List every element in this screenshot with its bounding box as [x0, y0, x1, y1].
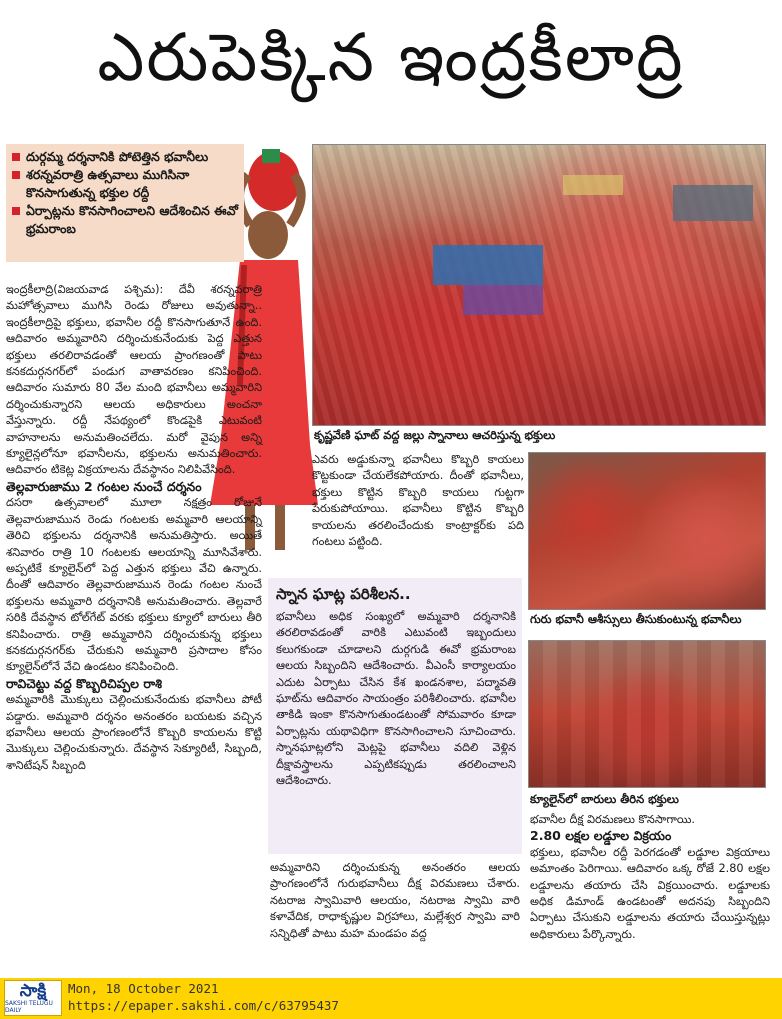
caption-big-photo: కృష్ణవేణి ఘాట్ వద్ద జల్లు స్నానాలు ఆచరిస్తున్న భక్తులు — [312, 428, 772, 446]
headline: ఎరుపెక్కిన ఇంద్రకీలాద్రి — [97, 18, 685, 96]
subheading: తెల్లవారుజాము 2 గంటల నుంచే దర్శనం — [6, 478, 202, 494]
highlight-item: శరన్నవరాత్రి ఉత్సవాలు ముగిసినా కొనసాగుతున్న భక్తుల రద్దీ — [12, 166, 238, 202]
article-paragraph: భక్తులు, భవానీల రద్దీ పెరగడంతో లడ్డూల విక్రయాలు అమాంతం పెరిగాయి. ఆదివారం ఒక్క రోజే 2.80 లక్షల లడ్డూలను తయారు చేసి విక్రయించారు. లడ్డూలకు అధిక డిమాండ్ ఉండటంతో అదనపు సిబ్బందిని ఏర్పాటు చేసుకుని లడ్డూలను తయారు చేయిస్తున్నట్లు అధికారులు పేర్కొన్నారు. — [530, 845, 770, 941]
logo-text: సాక్షి — [19, 981, 47, 1001]
queue-photo — [528, 640, 766, 788]
article-column-3 — [270, 860, 520, 942]
article-paragraph: భవానీల దీక్ష విరమణలు కొనసాగాయి. — [530, 813, 696, 826]
highlights-box — [6, 144, 244, 262]
epaper-url-link[interactable]: https://epaper.sakshi.com/c/63795437 — [68, 998, 339, 1013]
article-paragraph: ఇంద్రకీలాద్రి(విజయవాడ పశ్చిమ): దేవీ శరన్నవరాత్రి మహోత్సవాలు ముగిసి రెండు రోజులు అవుతున్నా.. ఇంద్రకీలాద్రిపై భక్తులు, భవానీల రద్దీ కొనసాగుతూనే ఉంది. ఆదివారం అమ్మవారిని దర్శించుకునేందుకు పెద్ద ఎత్తున భక్తులు తరలిరావడంతో ఆలయ ప్రాంగణంతో పాటు కనకదుర్గనగర్‌లో పండుగ వాతావరణం కనిపించింది. ఆదివారం సుమారు 80 వేల మంది భవానీలు అమ్మవారిని దర్శించుకున్నారని ఆలయ అధికారులు అంచనా వేస్తున్నారు. రద్దీ నేపథ్యంలో కొండపైకి ఎటువంటి వాహనాలను అనుమతించలేదు. మరో వైపున అన్ని క్యూలైన్లలోనూ భవానీలను, భక్తులను అనుమతించారు. ఆదివారం టికెట్ల విక్రయాలను దేవస్థానం నిలిపివేసింది. — [6, 283, 262, 477]
edition-date: Mon, 18 October 2021 — [68, 981, 219, 996]
highlight-item: ఏర్పాట్లను కొనసాగించాలని ఆదేశించిన ఈవో భ్రమరాంబ — [12, 202, 238, 238]
article-paragraph: దసరా ఉత్సవాలలో మూలా నక్షత్రం రోజునే తెల్లవారుజామున రెండు గంటలకు అమ్మవారి ఆలయాన్ని తెరిచి భక్తులను దర్శనానికి అనుమతిస్తారు. అయితే శనివారం రాత్రి 10 గంటలకు ఆలయాన్ని మూసివేశారు. అప్పటికే క్యూలైన్‌లో పెద్ద ఎత్తున భక్తులు వేచి ఉన్నారు. దీంతో ఆదివారం తెల్లవారుజామున రెండు గంటల నుంచే భక్తులను అమ్మవారి దర్శనానికి అనుమతించారు. తెల్లవారే సరికి దేవస్థాన టోల్‌గేట్ వరకు భక్తులు క్యూలో బారులు తీరి కనిపించారు. రాత్రి అమ్మవారిని దర్శించుకున్న భక్తులు కనకదుర్గనగర్‌కు చేరుకుని అమ్మవారి ప్రసాదాల కోసం క్యూలైన్‌లోనే వేచి ఉండటం కనిపించింది. — [6, 496, 262, 674]
caption-queue: క్యూలైన్‌లో బారులు తీరిన భక్తులు — [530, 792, 679, 806]
article-column-4 — [530, 812, 770, 943]
boxed-section — [268, 578, 522, 854]
article-column-2 — [312, 452, 524, 550]
sakshi-logo[interactable] — [4, 980, 62, 1016]
crowd-photo — [312, 144, 766, 426]
article-paragraph: ఎవరు అడ్డుకున్నా భవానీలు కొబ్బరి కాయలు కొట్టకుండా చేయలేకపోయారు. దీంతో భవానీలు, భక్తులు కొట్టిన కొబ్బరి కాయలు గుట్టగా పేరుకుపోయాయి. భవానీలు కొట్టిన కొబ్బరి కాయలను తరలించేందుకు కాంట్రాక్టర్‌కు పది గంటలు పట్టింది. — [312, 453, 524, 549]
article-paragraph: భవానీలు అధిక సంఖ్యలో అమ్మవారి దర్శనానికి తరలిరావడంతో వారికి ఎటువంటి ఇబ్బందులు కలుగకుండా చూడాలని దుర్గగుడి ఈవో భ్రమరాంబ ఆలయ సిబ్బందిని ఆదేశించారు. వీఎంసీ కార్యాలయం ఎదుట ఏర్పాటు చేసిన కేశ ఖండనశాల, పద్మావతి ఘాట్‌ను ఆదివారం సాయంత్రం పరిశీలించారు. భవానీల తాకిడి ఇంకా కొనసాగుతుండటంతో సోమవారం కూడా ఏర్పాట్లను యథావిధిగా కొనసాగించాలని సూచించారు. స్నానఘాట్లలోని మెట్లపై భవానీలు వదిలి వెళ్లిన దీక్షావస్త్రాలను ఎప్పటికప్పుడు తరలించాలని ఆదేశించారు. — [276, 610, 516, 788]
subheading: రావిచెట్టు వద్ద కొబ్బరిచిప్పల రాశి — [6, 675, 162, 691]
logo-subtext: SAKSHI TELUGU DAILY — [5, 1000, 53, 1014]
article-column-1 — [6, 282, 262, 774]
boxed-title: స్నాన ఘాట్ల పరిశీలన.. — [276, 585, 411, 603]
article-paragraph: అమ్మవారికి మొక్కులు చెల్లించుకునేందుకు భవానీలు పోటీ పడ్డారు. అమ్మవారి దర్శనం అనంతరం బయటకు వచ్చిన భవానీలు ఆలయ ప్రాంగణంలోనే కొబ్బరి కాయలను కొట్టి మొక్కులు చెల్లించుకున్నారు. దేవస్థాన సెక్యూరిటీ, సిబ్బంది, శానిటేషన్ సిబ్బంది — [6, 693, 262, 772]
subheading: 2.80 లక్షల లడ్డూల విక్రయం — [530, 828, 672, 844]
guru-bhavani-photo — [528, 452, 766, 610]
article-paragraph: అమ్మవారిని దర్శించుకున్న అనంతరం ఆలయ ప్రాంగణంలోనే గురుభవానీలు దీక్ష విరమణలు చేశారు. నటరాజ స్వామివారి ఆలయం, నటరాజ స్వామి వారి కళావేదిక, రాధాకృష్ణుల విగ్రహాలు, మల్లేశ్వర స్వామి వారి సన్నిధితో పాటు మహ మండపం వద్ద — [270, 861, 520, 940]
footer-info — [68, 980, 468, 1014]
caption-guru-bhavani: గురు భవానీ ఆశీస్సులు తీసుకుంటున్న భవానీలు — [530, 612, 742, 626]
highlight-item: దుర్గమ్మ దర్శనానికి పోటెత్తిన భవానీలు — [12, 148, 238, 166]
